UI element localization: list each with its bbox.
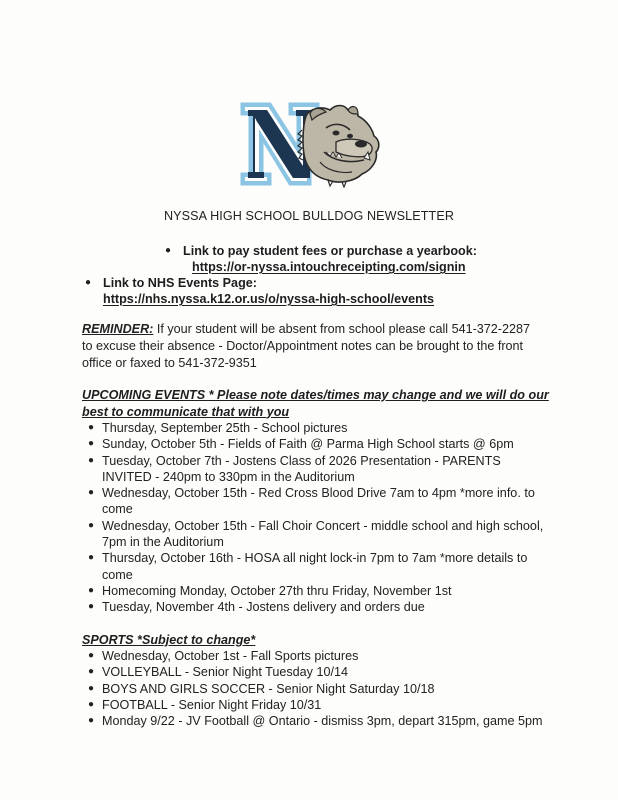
bullet-icon: ● bbox=[88, 438, 95, 450]
reminder-label: REMINDER: bbox=[82, 322, 154, 336]
list-item: ● Sunday, October 5th - Fields of Faith @ Parma High School starts @ 6pm bbox=[88, 437, 514, 452]
bullet-icon: ● bbox=[88, 454, 95, 466]
bulldog-n-logo-icon bbox=[240, 100, 382, 188]
bullet-icon: ● bbox=[88, 422, 95, 433]
bullet-icon: ● bbox=[88, 682, 95, 694]
sports-heading: SPORTS *Subject to change* bbox=[82, 633, 256, 647]
bullet-icon: ● bbox=[88, 666, 95, 678]
events-page-link[interactable]: https://nhs.nyssa.k12.or.us/o/nyssa-high-school/events bbox=[103, 292, 435, 306]
bullet-icon: ● bbox=[88, 698, 95, 710]
bullet-icon: ● bbox=[88, 584, 95, 596]
list-item: ● Wednesday, October 1st - Fall Sports pictures bbox=[88, 649, 359, 663]
absence-reminder bbox=[82, 321, 542, 372]
list-item: ● BOYS AND GIRLS SOCCER - Senior Night Saturday 10/18 bbox=[88, 681, 435, 696]
upcoming-events-heading: UPCOMING EVENTS * Please note dates/times may change and we will do our best to communicate that with you bbox=[82, 388, 549, 419]
list-item: ● Tuesday, November 4th - Jostens delivery and orders due bbox=[88, 600, 425, 615]
list-item: ● Thursday, September 25th - School pictures bbox=[88, 421, 348, 435]
reminder-text: If your student will be absent from school please call 541-372-2287 to excuse their absence - Doctor/Appointment notes can be brought to the front office or faxed to 541-372-9351 bbox=[82, 322, 531, 370]
list-item: ● FOOTBALL - Senior Night Friday 10/31 bbox=[88, 697, 322, 712]
school-logo bbox=[240, 100, 382, 188]
bullet-icon: ● bbox=[88, 715, 95, 727]
list-item: ● Tuesday, October 7th - Jostens Class of 2026 Presentation - PARENTS INVITED - 240pm to 330pm in the Auditorium bbox=[88, 453, 501, 484]
bullet-icon: ● bbox=[88, 601, 95, 613]
sports-list bbox=[82, 648, 547, 729]
upcoming-events-list bbox=[82, 420, 547, 616]
bullet-icon: ● bbox=[88, 552, 95, 564]
list-item: ● Thursday, October 16th - HOSA all night lock-in 7pm to 7am *more details to come bbox=[88, 551, 528, 582]
list-item: ● Wednesday, October 15th - Fall Choir Concert - middle school and high school, 7pm in the Auditorium bbox=[88, 518, 544, 550]
newsletter-title: NYSSA HIGH SCHOOL BULLDOG NEWSLETTER bbox=[163, 209, 455, 223]
bullet-icon: ● bbox=[165, 245, 172, 256]
list-item: ● Monday 9/22 - JV Football @ Ontario - dismiss 3pm, depart 315pm, game 5pm bbox=[88, 714, 543, 729]
bullet-icon: ● bbox=[88, 519, 95, 531]
list-item: ● Homecoming Monday, October 27th thru Friday, November 1st bbox=[88, 583, 452, 598]
bullet-icon: ● bbox=[85, 277, 92, 288]
bullet-icon: ● bbox=[88, 650, 95, 661]
bullet-icon: ● bbox=[88, 487, 95, 499]
list-item: ● VOLLEYBALL - Senior Night Tuesday 10/14 bbox=[88, 665, 348, 680]
events-page-link-label: Link to NHS Events Page: bbox=[103, 276, 257, 290]
list-item: ● Wednesday, October 15th - Red Cross Blood Drive 7am to 4pm *more info. to come bbox=[88, 486, 535, 517]
fees-yearbook-link-label: Link to pay student fees or purchase a yearbook: bbox=[183, 244, 477, 258]
fees-yearbook-link[interactable]: https://or-nyssa.intouchreceipting.com/signin bbox=[192, 260, 466, 274]
fees-yearbook-link-item bbox=[165, 243, 477, 275]
events-page-link-item bbox=[85, 275, 435, 307]
